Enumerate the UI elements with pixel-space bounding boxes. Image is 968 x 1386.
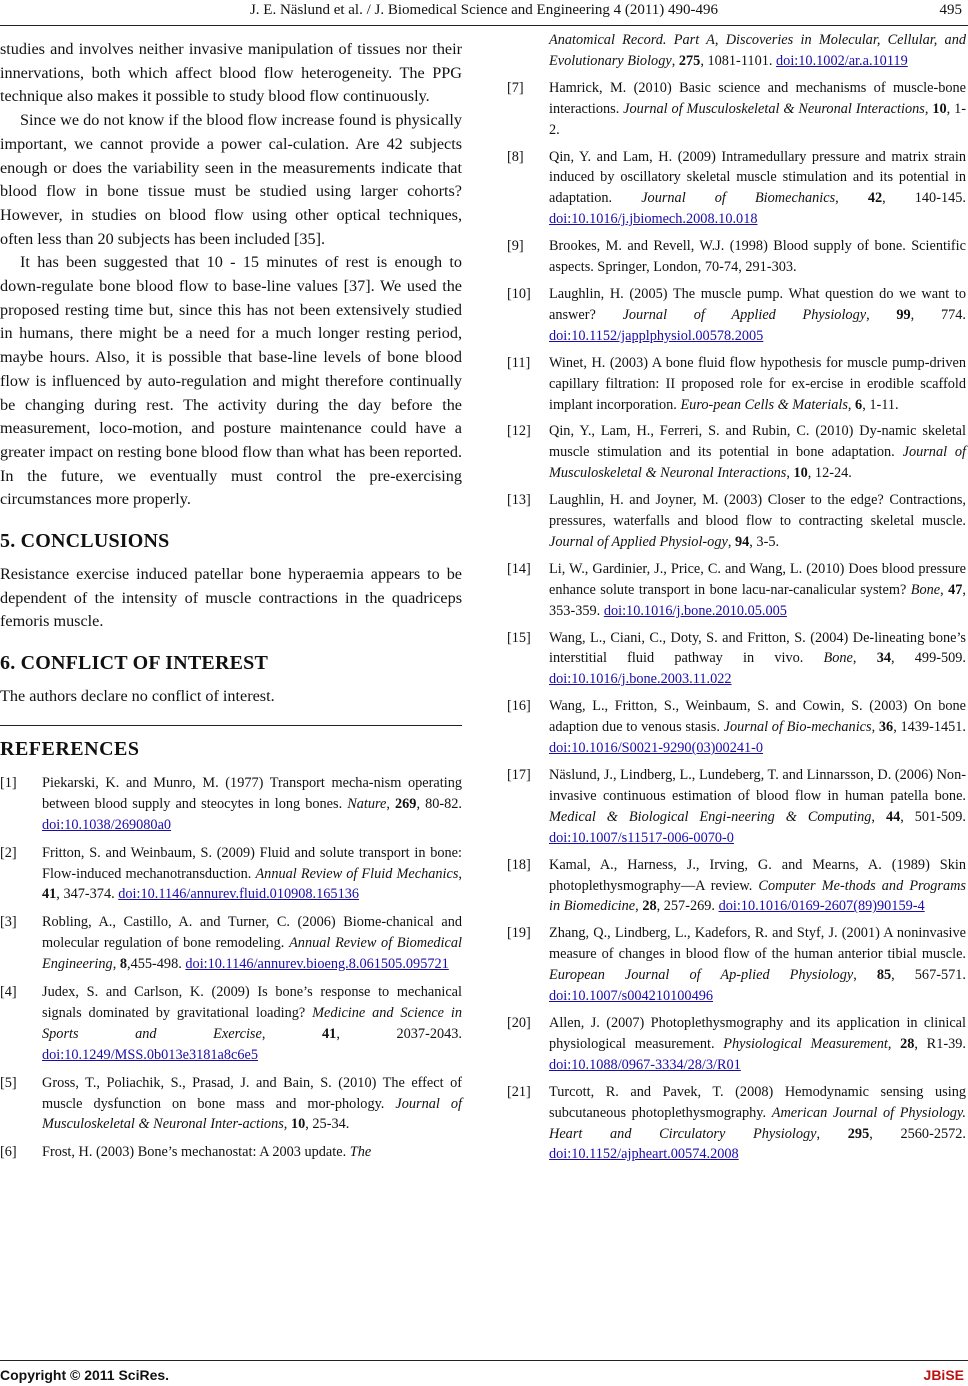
reference-journal: Journal of Musculoskeletal & Neuronal Interactions: [549, 444, 967, 482]
reference-journal: Journal of Biomechanics: [641, 190, 836, 207]
reference-pages: , 1439-1451.: [893, 719, 966, 736]
reference-text: Turcott, R. and Pavek, T. (2008) Hemodynamic sensing using subcutaneous photoplethysmography.: [549, 1083, 966, 1121]
reference-pages: , 567-571.: [891, 967, 967, 984]
reference-text: Laughlin, H. (2005) The muscle pump. What question do we want to answer?: [549, 285, 966, 323]
reference-doi-link[interactable]: doi:10.1038/269080a0: [42, 816, 172, 833]
reference-entry: [13] Laughlin, H. and Joyner, M. (2003) Closer to the edge? Contractions, pressures, waterfalls and blood flow to contracting skeletal muscle. Journal of Applied Physiol-ogy, 94, 3-5.: [507, 492, 966, 550]
reference-number: [6]: [0, 1144, 17, 1161]
reference-entry: [16] Wang, L., Fritton, S., Weinbaum, S. and Cowin, S. (2003) On bone adaption due to venous stasis. Journal of Bio-mechanics, 36, 1439-1451. doi:10.1016/S0021-9290(03)00241-0: [507, 698, 966, 757]
body-paragraph: It has been suggested that 10 - 15 minutes of rest is enough to down-regulate bone blood flow to base-line values [37]. We used the proposed resting time but, since this has not been extensively studied in humans, there might be a need for a much longer resting period, maybe hours. Also, it is possible that base-line levels of bone blood flow is influenced by auto-regulation and might therefore continually be changing during rest. The activity during the day before the measurement, loco-motion, and posture maintenance could have a greater impact on resting bone blood flow than what has been reported. In the future, we eventually must control the pre-exercising circumstances more properly.: [0, 253, 462, 509]
reference-volume: 41: [42, 886, 57, 903]
reference-entry: [2] Fritton, S. and Weinbaum, S. (2009) Fluid and solute transport in bone: Flow-induced mechanotransduction. Annual Review of Fluid Mechanics, 41, 347-374. doi:10.1146/annurev.fluid.010908.165136: [0, 844, 462, 903]
reference-number: [19]: [507, 925, 531, 942]
reference-volume: 6: [855, 396, 863, 413]
reference-volume: 28: [900, 1035, 915, 1052]
reference-entry: [17] Näslund, J., Lindberg, L., Lundeberg, T. and Linnarsson, D. (2006) Non-invasive continuous estimation of blood flow in human patella bone. Medical & Biological Engi-neering & Computing, 44, 501-509. doi:10.1007/s11517-006-0070-0: [507, 767, 967, 846]
reference-volume: 10: [290, 1116, 306, 1133]
reference-entry: [10] Laughlin, H. (2005) The muscle pump. What question do we want to answer? Journal of Applied Physiology, 99, 774. doi:10.1152/japplphysiol.00578.2005: [507, 285, 966, 344]
reference-pages: , 1081-1101.: [700, 52, 773, 69]
reference-text: Brookes, M. and Revell, W.J. (1998) Blood supply of bone. Scientific aspects. Springer, London, 70-74, 291-303.: [549, 238, 966, 276]
header-rule: [0, 25, 968, 26]
reference-journal: European Journal of Ap-plied Physiology: [549, 967, 854, 984]
reference-number: [17]: [507, 767, 531, 783]
reference-journal: Journal of Musculoskeletal & Neuronal Interactions: [623, 100, 925, 117]
reference-journal: Journal of Applied Physiology: [622, 306, 867, 323]
reference-number: [3]: [0, 914, 17, 931]
reference-number: [1]: [0, 774, 17, 791]
reference-journal: Bone: [910, 581, 941, 598]
reference-number: [15]: [507, 629, 531, 646]
reference-journal: Anatomical Record. Part A, Discoveries in Molecular, Cellular, and Evolutionary Biology: [549, 32, 966, 69]
reference-entry: [12] Qin, Y., Lam, H., Ferreri, S. and Rubin, C. (2010) Dy-namic skeletal muscle stimulation and its potential in bone adaptation. Journal of Musculoskeletal & Neuronal Interactions, 10, 12-24.: [507, 423, 967, 482]
reference-text: Judex, S. and Carlson, K. (2009) Is bone’s response to mechanical signals dominated by gravitational loading?: [42, 984, 462, 1021]
reference-text: Kamal, A., Harness, J., Irving, G. and Mearns, A. (1989) Skin photoplethysmography—A review.: [549, 856, 966, 894]
reference-pages: , 80-82.: [416, 795, 462, 812]
reference-volume: 28: [642, 898, 657, 915]
page-header: [0, 0, 968, 26]
reference-doi-link[interactable]: doi:10.1007/s11517-006-0070-0: [549, 829, 734, 846]
references-rule: [0, 725, 462, 726]
reference-journal: Bone: [823, 650, 853, 667]
reference-entry: [0, 1142, 462, 1163]
reference-doi-link[interactable]: doi:10.1016/j.bone.2003.11.022: [549, 671, 732, 688]
reference-journal: Medicine and Science in Sports and Exercise: [42, 1004, 462, 1042]
reference-entry: [20] Allen, J. (2007) Photoplethysmography and its application in clinical physiological measurement. Physiological Measurement, 28, R1-39. doi:10.1088/0967-3334/28/3/R01: [507, 1014, 966, 1073]
reference-pages: , 3-5.: [749, 533, 780, 550]
reference-journal: Journal of Musculoskeletal & Neuronal Inter-actions: [42, 1095, 463, 1133]
reference-entry: [507, 236, 966, 278]
reference-number: [21]: [507, 1083, 531, 1100]
reference-text: Li, W., Gardinier, J., Price, C. and Wang, L. (2010) Does blood pressure enhance solute transport in bone lacu-nar-canalicular system?: [549, 560, 966, 598]
reference-entry: [15] Wang, L., Ciani, C., Doty, S. and Fritton, S. (2004) De-lineating bone’s interstitial fluid pathway in vivo. Bone, 34, 499-509. doi:10.1016/j.bone.2003.11.022: [507, 629, 967, 688]
reference-number: [16]: [507, 698, 531, 715]
reference-entry: [18] Kamal, A., Harness, J., Irving, G. and Mearns, A. (1989) Skin photoplethysmography—A review. Computer Me-thods and Programs in Biomedicine, 28, 257-269. doi:10.1016/0169-2607(89)90159-4: [507, 856, 966, 915]
reference-volume: 99: [896, 306, 911, 323]
reference-number: [4]: [0, 984, 17, 1001]
reference-journal: Annual Review of Fluid Mechanics: [255, 865, 459, 882]
reference-text: Wang, L., Fritton, S., Weinbaum, S. and Cowin, S. (2003) On bone adaption due to venous stasis.: [549, 698, 966, 736]
running-header: J. E. Näslund et al. / J. Biomedical Science and Engineering 4 (2011) 490-496: [249, 2, 719, 18]
reference-pages: , 25-34.: [305, 1116, 350, 1133]
reference-number: [7]: [507, 79, 524, 96]
reference-text: Allen, J. (2007) Photoplethysmography and its application in clinical physiological measurement.: [549, 1014, 966, 1052]
reference-number: [12]: [507, 423, 531, 440]
reference-journal: Medical & Biological Engi-neering & Computing: [549, 808, 872, 825]
reference-entry: [1] Piekarski, K. and Munro, M. (1977) Transport mecha-nism operating between blood supply and steocytes in long bones. Nature, 269, 80-82. doi:10.1038/269080a0: [0, 774, 462, 833]
reference-number: [11]: [507, 354, 531, 371]
reference-journal: The: [349, 1144, 372, 1161]
copyright-notice: Copyright © 2011 SciRes.: [0, 1367, 170, 1383]
reference-text: Fritton, S. and Weinbaum, S. (2009) Fluid and solute transport in bone: Flow-induced mechanotransduction.: [42, 844, 462, 882]
references-heading: REFERENCES: [0, 737, 140, 760]
reference-text: Laughlin, H. and Joyner, M. (2003) Closer to the edge? Contractions, pressures, waterfalls and blood flow to contracting skeletal muscle.: [549, 492, 966, 530]
reference-doi-link[interactable]: doi:10.1152/japplphysiol.00578.2005: [549, 327, 764, 344]
page-number: 495: [939, 2, 962, 18]
reference-entry: [8] Qin, Y. and Lam, H. (2009) Intramedullary pressure and matrix strain induced by oscillatory skeletal muscle stimulation and its potential in adaptation. Journal of Biomechanics, 42, 140-145. doi:10.1016/j.jbiomech.2008.10.018: [507, 148, 966, 228]
reference-pages: , 1-11.: [862, 396, 899, 413]
body-paragraph: Since we do not know if the blood flow increase found is physically important, we cannot provide a power cal-culation. Are 42 subjects enough or does the variability seen in the measurements indicate that blood flow in bone tissue must be studied using larger cohorts? However, in studies on blood flow using other optical techniques, often less than 20 subjects has been included [35].: [0, 111, 462, 248]
reference-pages: , 353-359.: [549, 581, 966, 619]
reference-doi-link[interactable]: doi:10.1016/S0021-9290(03)00241-0: [549, 740, 764, 757]
references-list-left: [0, 773, 462, 1163]
reference-pages: , 774.: [910, 306, 966, 323]
reference-volume: 36: [878, 719, 894, 736]
reference-doi-link[interactable]: doi:10.1152/ajpheart.00574.2008: [549, 1146, 739, 1163]
reference-number: [10]: [507, 285, 531, 302]
reference-volume: 94: [734, 533, 750, 550]
reference-text: Wang, L., Ciani, C., Doty, S. and Fritton, S. (2004) De-lineating bone’s interstitial fluid pathway in vivo.: [549, 629, 966, 667]
reference-pages: , 2037-2043.: [336, 1025, 463, 1042]
reference-number: [9]: [507, 238, 524, 255]
reference-entry: [5] Gross, T., Poliachik, S., Prasad, J. and Bain, S. (2010) The effect of muscle dysfunction on bone mass and mor-phology. Journal of Musculoskeletal & Neuronal Inter-actions, 10, 25-34.: [0, 1074, 463, 1133]
reference-pages: , 501-509.: [900, 808, 967, 825]
reference-entry: [11] Winet, H. (2003) A bone fluid flow hypothesis for muscle pump-driven capillary filtration: II proposed role for ex-ercise in erodible scaffold implant incorporation. Euro-pean Cells & Materials, 6, 1-11.: [507, 354, 966, 413]
reference-journal: Euro-pean Cells & Materials: [680, 396, 848, 413]
reference-volume: 41: [322, 1025, 337, 1042]
reference-volume: 47: [948, 581, 963, 598]
reference-number: [20]: [507, 1014, 531, 1031]
reference-text: Qin, Y. and Lam, H. (2009) Intramedullary pressure and matrix strain induced by oscillatory skeletal muscle stimulation and its potential in adaptation.: [549, 148, 966, 207]
reference-number: [13]: [507, 492, 531, 509]
reference-journal: Computer Me-thods and Programs in Biomedicine: [549, 877, 966, 915]
reference-entry: [14] Li, W., Gardinier, J., Price, C. and Wang, L. (2010) Does blood pressure enhance solute transport in bone lacu-nar-canalicular system? Bone, 47, 353-359. doi:10.1016/j.bone.2010.05.005: [507, 560, 966, 619]
reference-volume: 8: [119, 956, 127, 973]
journal-abbrev: JBiSE: [923, 1367, 964, 1383]
conflict-text: The authors declare no conflict of interest.: [0, 687, 275, 706]
reference-doi-link[interactable]: doi:10.1249/MSS.0b013e3181a8c6e5: [42, 1046, 259, 1063]
conclusions-text: Resistance exercise induced patellar bone hyperaemia appears to be dependent of the intensity of muscle contractions in the quadriceps femoris muscle.: [0, 565, 462, 631]
reference-text: Frost, H. (2003) Bone’s mechanostat: A 2003 update.: [42, 1144, 350, 1161]
reference-journal: Annual Review of Biomedical Engineering: [42, 935, 462, 973]
reference-entry: [4] Judex, S. and Carlson, K. (2009) Is bone’s response to mechanical signals dominated by gravitational loading? Medicine and Science in Sports and Exercise, 41, 2037-2043. doi:10.1249/MSS.0b013e3181a8c6e5: [0, 984, 463, 1063]
reference-volume: 34: [876, 650, 891, 667]
reference-text: Winet, H. (2003) A bone fluid flow hypothesis for muscle pump-driven capillary filtration: II proposed role for ex-ercise in erodible scaffold implant incorporation.: [549, 354, 966, 413]
reference-entry: [21] Turcott, R. and Pavek, T. (2008) Hemodynamic sensing using subcutaneous photoplethysmography. American Journal of Physiology. Heart and Circulatory Physiology, 295, 2560-2572. doi:10.1152/ajpheart.00574.2008: [507, 1083, 967, 1163]
conclusions-heading: 5. CONCLUSIONS: [0, 530, 170, 553]
reference-text: Robling, A., Castillo, A. and Turner, C. (2006) Biome-chanical and molecular regulation of bone remodeling.: [42, 914, 462, 952]
reference-volume: 44: [885, 808, 901, 825]
reference-doi-link[interactable]: doi:10.1016/j.bone.2010.05.005: [603, 602, 787, 619]
reference-journal: Physiological Measurement: [723, 1035, 888, 1052]
reference-pages: , 257-269.: [656, 898, 715, 915]
reference-number: [8]: [507, 148, 524, 165]
reference-number: [18]: [507, 856, 531, 873]
page-footer: [0, 1360, 968, 1386]
reference-volume: 85: [876, 967, 892, 984]
reference-journal: Journal of Applied Physiol-ogy: [549, 533, 728, 550]
reference-volume: 275: [678, 52, 701, 69]
reference-number: [5]: [0, 1074, 17, 1091]
reference-pages: , 499-509.: [891, 650, 967, 667]
conflict-heading: 6. CONFLICT OF INTEREST: [0, 652, 268, 675]
reference-volume: 10: [793, 465, 808, 482]
reference-pages: , 347-374.: [56, 886, 115, 903]
reference-volume: 295: [847, 1125, 870, 1142]
reference-entry: Anatomical Record. Part A, Discoveries in Molecular, Cellular, and Evolutionary Biology, 275, 1081-1101. doi:10.1002/ar.a.10119: [549, 32, 966, 69]
reference-text: Hamrick, M. (2010) Basic science and mechanisms of muscle-bone interactions.: [549, 79, 966, 117]
reference-doi-link[interactable]: doi:10.1002/ar.a.10119: [776, 52, 908, 69]
body-paragraph: studies and involves neither invasive manipulation of tissues nor their innervations, both which affect blood flow heterogeneity. The PPG technique also makes it possible to study blood flow continuously.: [0, 40, 462, 106]
reference-pages: , 1-2.: [549, 100, 966, 138]
reference-doi-link[interactable]: doi:10.1088/0967-3334/28/3/R01: [549, 1056, 741, 1073]
reference-pages: , 2560-2572.: [869, 1125, 966, 1142]
reference-doi-link[interactable]: doi:10.1016/0169-2607(89)90159-4: [718, 898, 925, 915]
reference-doi-link[interactable]: doi:10.1146/annurev.bioeng.8.061505.095721: [185, 956, 449, 973]
reference-text: Piekarski, K. and Munro, M. (1977) Transport mecha-nism operating between blood supply and steocytes in long bones.: [42, 774, 462, 812]
footer-rule: [0, 1360, 968, 1361]
reference-pages: , R1-39.: [914, 1035, 966, 1052]
reference-entry: [7] Hamrick, M. (2010) Basic science and mechanisms of muscle-bone interactions. Journal of Musculoskeletal & Neuronal Interactions, 10, 1-2.: [507, 79, 966, 138]
reference-entry: [3] Robling, A., Castillo, A. and Turner, C. (2006) Biome-chanical and molecular regulation of bone remodeling. Annual Review of Biomedical Engineering, 8,455-498. doi:10.1146/annurev.bioeng.8.061505.095721: [0, 914, 462, 973]
reference-number: [2]: [0, 844, 17, 861]
reference-volume: 42: [867, 190, 883, 207]
reference-volume: 269: [395, 795, 417, 812]
reference-text: Qin, Y., Lam, H., Ferreri, S. and Rubin, C. (2010) Dy-namic skeletal muscle stimulation and its potential in bone adaptation.: [549, 423, 966, 461]
right-column: [507, 30, 966, 1171]
reference-pages: ,455-498.: [127, 956, 182, 973]
reference-text: Näslund, J., Lindberg, L., Lundeberg, T. and Linnarsson, D. (2006) Non-invasive continuous estimation of blood flow in human patella bone.: [549, 767, 966, 804]
reference-entry: [19] Zhang, Q., Lindberg, L., Kadefors, R. and Styf, J. (2001) A noninvasive measure of changes in blood flow of the human anterior tibial muscle. European Journal of Ap-plied Physiology, 85, 567-571. doi:10.1007/s004210100496: [507, 925, 967, 1005]
reference-pages: , 140-145.: [882, 190, 966, 207]
reference-doi-link[interactable]: doi:10.1146/annurev.fluid.010908.165136: [118, 886, 360, 903]
reference-journal: Nature: [347, 795, 387, 812]
reference-volume: 10: [932, 100, 947, 117]
reference-text: Gross, T., Poliachik, S., Prasad, J. and Bain, S. (2010) The effect of muscle dysfunction on bone mass and mor-phology.: [42, 1074, 462, 1112]
reference-doi-link[interactable]: doi:10.1007/s004210100496: [549, 988, 714, 1005]
reference-text: Zhang, Q., Lindberg, L., Kadefors, R. and Styf, J. (2001) A noninvasive measure of changes in blood flow of the human anterior tibial muscle.: [549, 925, 966, 963]
reference-number: [14]: [507, 560, 531, 577]
left-column: [0, 38, 462, 1170]
reference-doi-link[interactable]: doi:10.1016/j.jbiomech.2008.10.018: [549, 211, 758, 228]
reference-journal: Journal of Bio-mechanics: [723, 719, 872, 736]
reference-pages: , 12-24.: [807, 465, 852, 482]
reference-journal: American Journal of Physiology. Heart and Circulatory Physiology: [549, 1104, 967, 1142]
references-list-right: [507, 30, 966, 1165]
